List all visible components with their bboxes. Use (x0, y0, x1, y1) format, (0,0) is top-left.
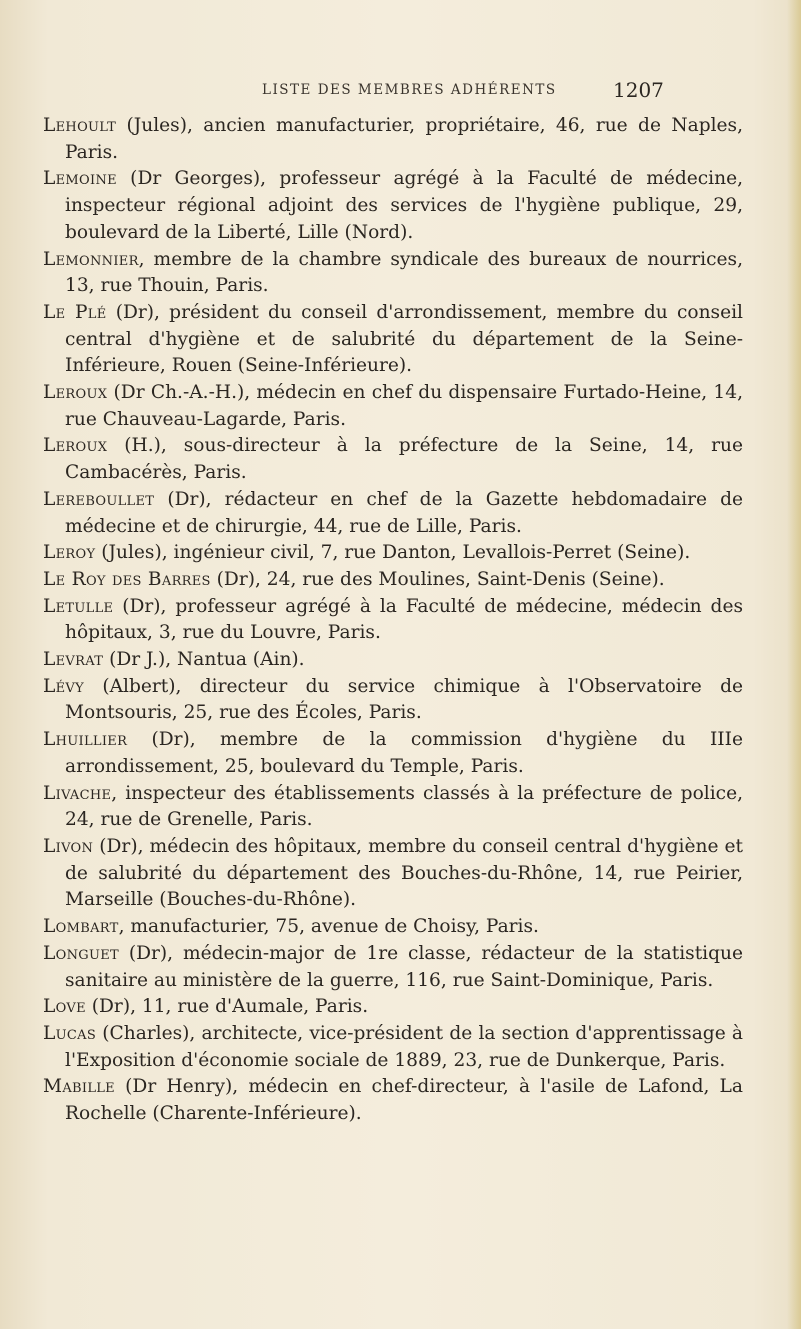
running-title: LISTE DES MEMBRES ADHÉRENTS (262, 82, 557, 98)
list-item (43, 166, 743, 246)
member-details: , inspecteur des établissements classés à la préfecture de police, 24, rue de Grenelle, Paris. (65, 782, 743, 831)
member-details: , membre de la chambre syndicale des bureaux de nourrices, 13, rue Thouin, Paris. (65, 248, 743, 297)
member-details: (Dr), 11, rue d'Aumale, Paris. (85, 996, 369, 1018)
member-details: (Dr), 24, rue des Moulines, Saint-Denis (Seine). (210, 568, 665, 590)
member-name: Longuet (43, 942, 119, 964)
member-details: (Dr), médecin des hôpitaux, membre du conseil central d'hygiène et de salubrité du département des Bouches-du-Rhône, 14, rue Peirier, Marseille (Bouches-du-Rhône). (65, 835, 743, 911)
member-details: (Dr Georges), professeur agrégé à la Faculté de médecine, inspecteur régional adjoint des services de l'hygiène publique, 29, boulevard de la Liberté, Lille (Nord). (65, 168, 743, 243)
member-details: (Dr Henry), médecin en chef-directeur, à l'asile de Lafond, La Rochelle (Charente-Inférieure). (65, 1076, 743, 1125)
member-name: Lhuillier (43, 729, 128, 751)
member-name: Livache (43, 782, 112, 804)
list-item (43, 674, 743, 727)
member-name: Lemonnier (43, 248, 139, 270)
member-name: Letulle (43, 595, 114, 617)
list-item (43, 487, 743, 540)
member-details: (Dr), président du conseil d'arrondissement, membre du conseil central d'hygiène et de salubrité du département de la Seine-Inférieure, Rouen (Seine-Inférieure). (65, 301, 743, 377)
list-item (43, 941, 743, 994)
member-details: (Dr), professeur agrégé à la Faculté de médecine, médecin des hôpitaux, 3, rue du Louvre, Paris. (65, 595, 743, 644)
list-item (43, 594, 743, 647)
list-item (43, 994, 743, 1021)
member-name: Leroux (43, 382, 108, 404)
member-details: (Dr J.), Nantua (Ain). (103, 649, 305, 671)
member-name: Le Plé (43, 301, 107, 323)
list-item (43, 113, 743, 166)
member-name: Lereboullet (43, 488, 155, 510)
member-name: Lombart (43, 916, 119, 938)
member-name: Lemoine (43, 168, 117, 190)
member-details: (Jules), ancien manufacturier, propriétaire, 46, rue de Naples, Paris. (65, 115, 743, 163)
list-item (43, 1074, 743, 1127)
list-item (43, 433, 743, 486)
member-name: Lehoult (43, 115, 117, 136)
list-item (43, 727, 743, 780)
member-name: Le Roy des Barres (43, 568, 211, 590)
list-item (43, 567, 743, 594)
member-details: (Charles), architecte, vice-président de la section d'apprentissage à l'Exposition d'économie sociale de 1889, 23, rue de Dunkerque, Paris. (65, 1022, 743, 1071)
member-details: (Dr Ch.-A.-H.), médecin en chef du dispensaire Furtado-Heine, 14, rue Chauveau-Lagarde, Paris. (65, 382, 743, 430)
member-list (43, 113, 743, 1128)
list-item (43, 247, 743, 300)
member-details: (Dr), membre de la commission d'hygiène du IIIe arrondissement, 25, boulevard du Temple, Paris. (65, 729, 743, 777)
list-item (43, 834, 743, 914)
member-name: Lévy (43, 675, 85, 697)
member-details: (Jules), ingénieur civil, 7, rue Danton, Levallois-Perret (Seine). (95, 542, 691, 564)
member-details: (Albert), directeur du service chimique à l'Observatoire de Montsouris, 25, rue des Écoles, Paris. (65, 675, 743, 724)
member-name: Levrat (43, 649, 104, 671)
list-item (43, 781, 743, 834)
list-item (43, 380, 743, 433)
list-item (43, 914, 743, 941)
member-details: , manufacturier, 75, avenue de Choisy, Paris. (118, 916, 539, 938)
list-item (43, 1021, 743, 1074)
member-details: (Dr), rédacteur en chef de la Gazette hebdomadaire de médecine et de chirurgie, 44, rue de Lille, Paris. (65, 488, 743, 537)
member-details: (Dr), médecin-major de 1re classe, rédacteur de la statistique sanitaire au ministère de la guerre, 116, rue Saint-Dominique, Paris. (65, 942, 743, 991)
member-name: Leroux (43, 435, 108, 457)
list-item (43, 540, 743, 567)
page-number: 1207 (613, 78, 664, 102)
page-header (0, 78, 801, 108)
list-item (43, 300, 743, 380)
member-name: Livon (43, 835, 94, 857)
member-name: Leroy (43, 542, 96, 564)
member-name: Mabille (43, 1076, 115, 1098)
page-edge-shading (787, 0, 801, 1329)
member-details: (H.), sous-directeur à la préfecture de la Seine, 14, rue Cambacérès, Paris. (65, 435, 743, 484)
member-name: Love (43, 996, 86, 1018)
list-item (43, 647, 743, 674)
member-name: Lucas (43, 1022, 97, 1044)
